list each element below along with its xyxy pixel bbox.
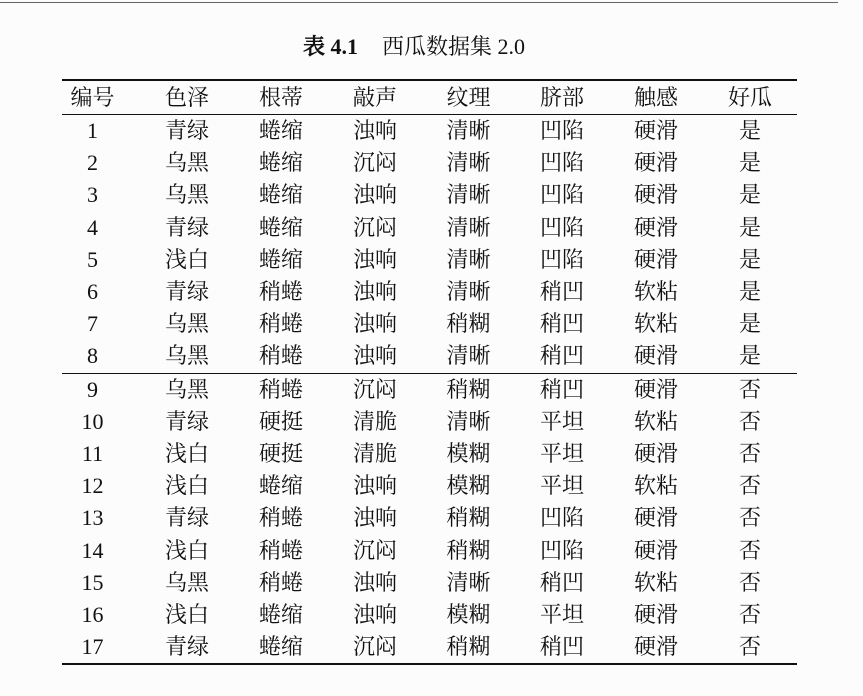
cell-root: 稍蜷	[258, 311, 303, 337]
cell-good-melon: 否	[738, 505, 761, 531]
cell-knock-sound: 浊响	[352, 473, 397, 499]
cell-color: 青绿	[164, 118, 209, 144]
cell-texture: 稍糊	[446, 505, 491, 531]
cell-navel: 凹陷	[539, 246, 584, 272]
cell-good-melon: 是	[738, 246, 761, 272]
cell-color: 乌黑	[164, 311, 209, 337]
cell-knock-sound: 清脆	[352, 408, 397, 434]
cell-texture: 清晰	[446, 182, 491, 208]
table-row	[62, 115, 797, 148]
cell-id: 13	[81, 505, 104, 531]
cell-root: 硬挺	[258, 408, 303, 434]
cell-navel: 稍凹	[539, 569, 584, 595]
cell-touch: 硬滑	[609, 631, 703, 664]
cell-touch: 软粘	[633, 408, 678, 434]
table-row	[62, 147, 797, 179]
cell-root: 蜷缩	[234, 631, 328, 664]
cell-knock-sound: 浊响	[352, 311, 397, 337]
cell-root: 蜷缩	[258, 246, 303, 272]
cell-touch: 软粘	[633, 569, 678, 595]
header-knock-sound: 敲声	[328, 80, 422, 115]
cell-navel: 稍凹	[515, 631, 609, 664]
cell-root: 硬挺	[258, 440, 303, 466]
table-title: 西瓜数据集 2.0	[382, 34, 526, 59]
table-head	[62, 80, 797, 115]
cell-color: 浅白	[164, 601, 209, 627]
cell-navel: 平坦	[539, 440, 584, 466]
cell-good-melon: 是	[738, 279, 761, 305]
table-caption	[303, 33, 525, 61]
cell-root: 蜷缩	[258, 182, 303, 208]
cell-color: 青绿	[164, 214, 209, 240]
cell-knock-sound: 沉闷	[352, 214, 397, 240]
cell-id: 9	[87, 376, 98, 402]
header-color: 色泽	[140, 80, 234, 115]
cell-good-melon: 否	[738, 569, 761, 595]
cell-color: 乌黑	[164, 569, 209, 595]
cell-texture: 稍糊	[446, 311, 491, 337]
cell-navel: 平坦	[539, 601, 584, 627]
cell-root: 蜷缩	[258, 150, 303, 176]
cell-texture: 模糊	[446, 440, 491, 466]
table-row	[62, 599, 797, 631]
cell-color: 青绿	[164, 279, 209, 305]
cell-knock-sound: 浊响	[352, 118, 397, 144]
cell-good-melon: 否	[738, 376, 761, 402]
cell-texture: 稍糊	[446, 376, 491, 402]
cell-touch: 软粘	[633, 279, 678, 305]
cell-navel: 凹陷	[539, 537, 584, 563]
cell-touch: 硬滑	[633, 601, 678, 627]
scan-top-edge	[0, 2, 838, 3]
cell-root: 蜷缩	[258, 601, 303, 627]
cell-navel: 稍凹	[539, 279, 584, 305]
cell-texture: 清晰	[446, 214, 491, 240]
cell-id: 3	[87, 182, 98, 208]
cell-touch: 软粘	[633, 473, 678, 499]
cell-root: 蜷缩	[258, 214, 303, 240]
cell-knock-sound: 浊响	[352, 246, 397, 272]
cell-knock-sound: 沉闷	[352, 376, 397, 402]
cell-id: 10	[81, 408, 104, 434]
header-id: 编号	[62, 80, 140, 115]
cell-navel: 凹陷	[539, 182, 584, 208]
cell-good-melon: 是	[738, 150, 761, 176]
cell-texture: 清晰	[446, 246, 491, 272]
cell-texture: 清晰	[446, 118, 491, 144]
cell-root: 稍蜷	[234, 340, 328, 373]
header-root: 根蒂	[234, 80, 328, 115]
cell-color: 浅白	[164, 440, 209, 466]
cell-root: 蜷缩	[258, 118, 303, 144]
cell-root: 稍蜷	[258, 505, 303, 531]
cell-touch: 硬滑	[633, 505, 678, 531]
table-row	[62, 340, 797, 373]
cell-navel: 平坦	[539, 473, 584, 499]
cell-navel: 凹陷	[539, 118, 584, 144]
table-row	[62, 179, 797, 211]
cell-id: 16	[81, 601, 104, 627]
cell-good-melon: 否	[703, 631, 797, 664]
cell-id: 17	[62, 631, 140, 664]
cell-root: 稍蜷	[258, 569, 303, 595]
cell-touch: 硬滑	[633, 182, 678, 208]
table-row	[62, 373, 797, 406]
cell-good-melon: 否	[738, 408, 761, 434]
table-row	[62, 534, 797, 566]
cell-texture: 稍糊	[422, 631, 515, 664]
cell-navel: 凹陷	[539, 214, 584, 240]
cell-navel: 稍凹	[539, 311, 584, 337]
cell-knock-sound: 浊响	[328, 340, 422, 373]
cell-color: 浅白	[164, 246, 209, 272]
cell-navel: 稍凹	[515, 340, 609, 373]
table-row	[62, 212, 797, 244]
cell-id: 4	[87, 214, 98, 240]
cell-texture: 清晰	[446, 150, 491, 176]
cell-texture: 清晰	[446, 408, 491, 434]
table-header-row	[62, 80, 797, 115]
table-row	[62, 502, 797, 534]
table-row	[62, 308, 797, 340]
table-row	[62, 244, 797, 276]
cell-navel: 凹陷	[539, 150, 584, 176]
cell-knock-sound: 沉闷	[352, 150, 397, 176]
cell-good-melon: 是	[738, 182, 761, 208]
cell-color: 浅白	[164, 537, 209, 563]
cell-good-melon: 是	[738, 118, 761, 144]
cell-good-melon: 否	[738, 537, 761, 563]
cell-id: 7	[87, 311, 98, 337]
cell-id: 15	[81, 569, 104, 595]
cell-id: 6	[87, 279, 98, 305]
cell-good-melon: 否	[738, 440, 761, 466]
table-row	[62, 276, 797, 308]
table-row	[62, 470, 797, 502]
header-texture: 纹理	[422, 80, 515, 115]
cell-id: 11	[81, 440, 104, 466]
header-navel: 脐部	[515, 80, 609, 115]
cell-knock-sound: 浊响	[352, 182, 397, 208]
cell-good-melon: 否	[738, 473, 761, 499]
cell-touch: 软粘	[633, 311, 678, 337]
cell-root: 稍蜷	[258, 376, 303, 402]
cell-touch: 硬滑	[633, 246, 678, 272]
cell-color: 青绿	[164, 505, 209, 531]
cell-good-melon: 否	[738, 601, 761, 627]
cell-touch: 硬滑	[633, 376, 678, 402]
cell-id: 2	[87, 150, 98, 176]
cell-knock-sound: 浊响	[352, 279, 397, 305]
cell-knock-sound: 浊响	[352, 569, 397, 595]
cell-good-melon: 是	[738, 214, 761, 240]
cell-root: 蜷缩	[258, 473, 303, 499]
cell-knock-sound: 浊响	[352, 601, 397, 627]
cell-id: 12	[81, 473, 104, 499]
cell-touch: 硬滑	[633, 537, 678, 563]
cell-knock-sound: 沉闷	[352, 537, 397, 563]
cell-id: 1	[87, 118, 98, 144]
cell-touch: 硬滑	[609, 340, 703, 373]
cell-good-melon: 是	[738, 311, 761, 337]
cell-navel: 凹陷	[539, 505, 584, 531]
cell-root: 稍蜷	[258, 537, 303, 563]
table-row	[62, 438, 797, 470]
cell-navel: 平坦	[539, 408, 584, 434]
table-label: 表 4.1	[303, 34, 359, 59]
table-body	[62, 115, 797, 665]
cell-navel: 稍凹	[539, 376, 584, 402]
cell-texture: 模糊	[446, 601, 491, 627]
header-touch: 触感	[609, 80, 703, 115]
cell-touch: 硬滑	[633, 150, 678, 176]
cell-touch: 硬滑	[633, 214, 678, 240]
cell-knock-sound: 浊响	[352, 505, 397, 531]
cell-texture: 稍糊	[446, 537, 491, 563]
cell-good-melon: 是	[703, 340, 797, 373]
cell-texture: 模糊	[446, 473, 491, 499]
cell-knock-sound: 沉闷	[328, 631, 422, 664]
cell-root: 稍蜷	[258, 279, 303, 305]
cell-texture: 清晰	[422, 340, 515, 373]
cell-id: 8	[62, 340, 140, 373]
cell-color: 乌黑	[164, 150, 209, 176]
cell-color: 乌黑	[140, 340, 234, 373]
cell-texture: 清晰	[446, 569, 491, 595]
cell-touch: 硬滑	[633, 440, 678, 466]
cell-knock-sound: 清脆	[352, 440, 397, 466]
table-row	[62, 406, 797, 438]
cell-texture: 清晰	[446, 279, 491, 305]
cell-color: 青绿	[164, 408, 209, 434]
table-row	[62, 631, 797, 664]
cell-color: 乌黑	[164, 376, 209, 402]
cell-color: 乌黑	[164, 182, 209, 208]
cell-id: 14	[81, 537, 104, 563]
cell-color: 青绿	[140, 631, 234, 664]
table-row	[62, 567, 797, 599]
header-good-melon: 好瓜	[703, 80, 797, 115]
cell-color: 浅白	[164, 473, 209, 499]
cell-touch: 硬滑	[633, 118, 678, 144]
cell-id: 5	[87, 246, 98, 272]
watermelon-data-table	[62, 79, 797, 665]
